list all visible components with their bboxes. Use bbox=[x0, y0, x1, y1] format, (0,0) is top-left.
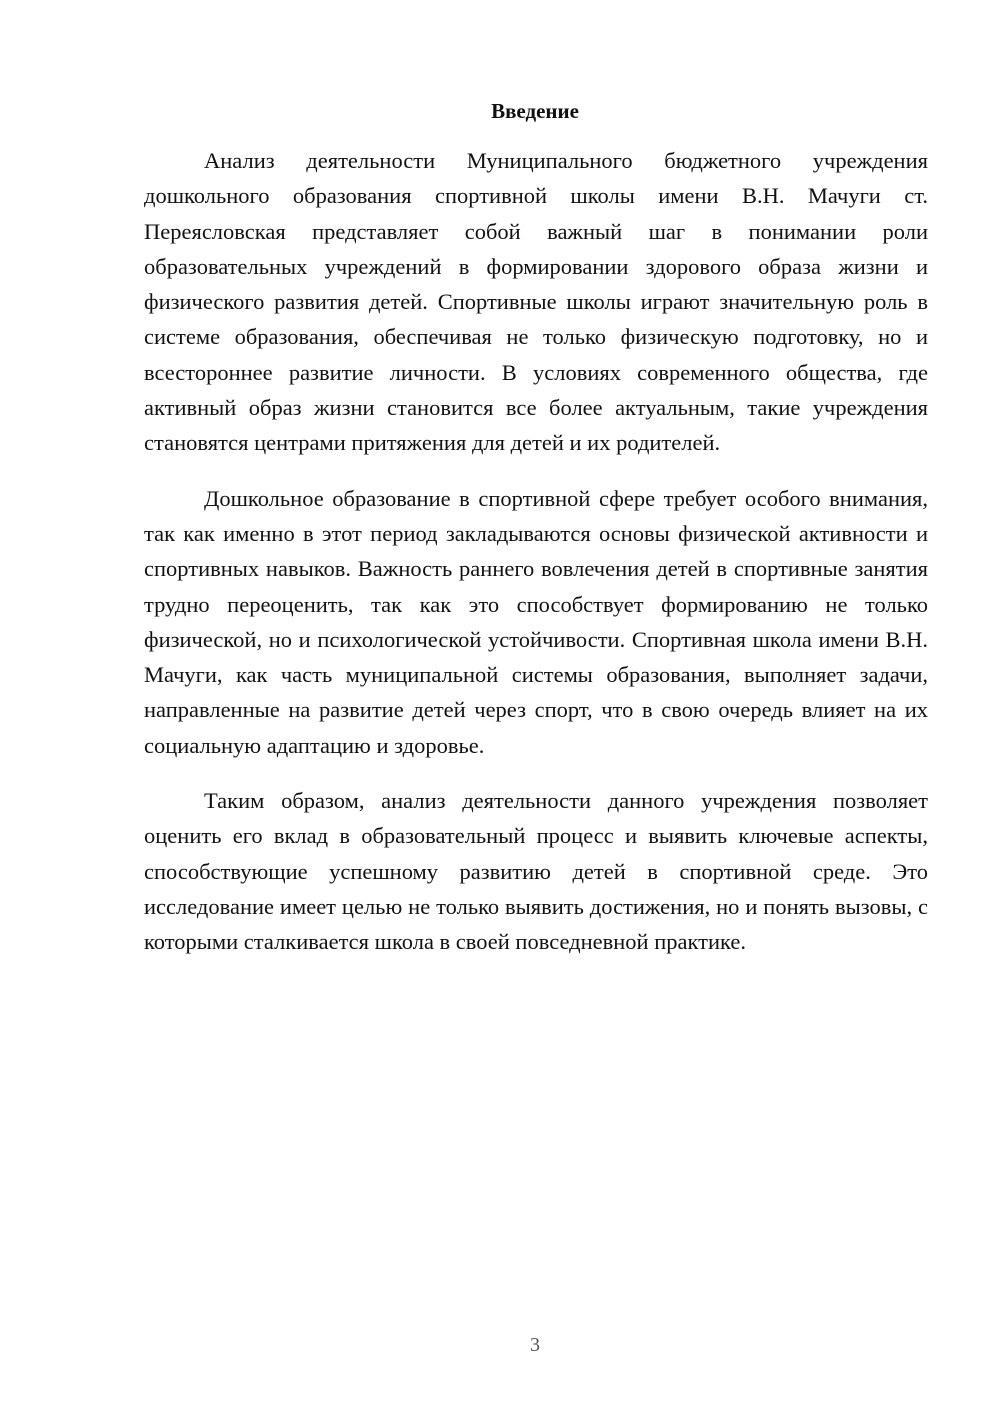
section-title: Введение bbox=[491, 99, 579, 123]
body-text bbox=[144, 143, 928, 960]
page-number: 3 bbox=[530, 1334, 540, 1356]
paragraph-2: Дошкольное образование в спортивной сфере требует особого внимания, так как именно в этот период закладываются основы физической активности и спортивных навыков. Важность раннего вовлечения детей в спортивные занятия трудно переоценить, так как это способствует формированию не только физической, но и психологической устойчивости. Спортивная школа имени В.Н. Мачуги, как часть муниципальной системы образования, выполняет задачи, направленные на развитие детей через спорт, что в свою очередь влияет на их социальную адаптацию и здоровье. bbox=[144, 485, 928, 758]
paragraph-3: Таким образом, анализ деятельности данного учреждения позволяет оценить его вклад в образовательный процесс и выявить ключевые аспекты, способствующие успешному развитию детей в спортивной среде. Это исследование имеет целью не только выявить достижения, но и понять вызовы, с которыми сталкивается школа в своей повседневной практике. bbox=[144, 788, 928, 955]
paragraph-1: Анализ деятельности Муниципального бюджетного учреждения дошкольного образования спортивной школы имени В.Н. Мачуги ст. Переясловская представляет собой важный шаг в понимании роли образовательных учреждений в формировании здорового образа жизни и физического развития детей. Спортивные школы играют значительную роль в системе образования, обеспечивая не только физическую подготовку, но и всестороннее развитие личности. В условиях современного общества, где активный образ жизни становится все более актуальным, такие учреждения становятся центрами притяжения для детей и их родителей. bbox=[144, 148, 928, 456]
